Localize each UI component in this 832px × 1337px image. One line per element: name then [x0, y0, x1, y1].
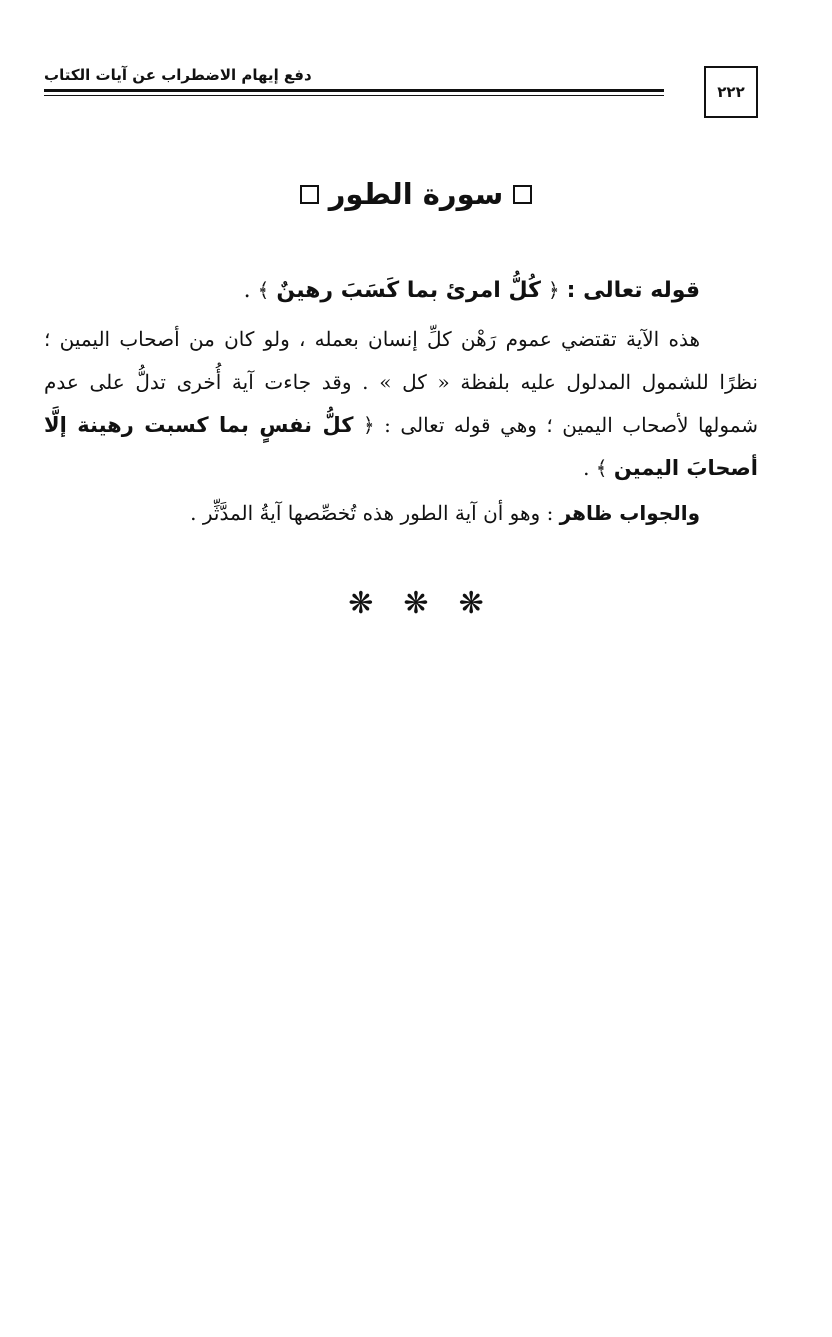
surah-title: سورة الطور: [328, 177, 504, 211]
verse-text: كُلُّ امرئ بما كَسَبَ رهينٌ: [276, 278, 541, 303]
running-header-title: دفع إيهام الاضطراب عن آيات الكتاب: [44, 66, 312, 84]
square-ornament-icon: [300, 185, 319, 204]
quran-bracket-open-icon: ﴿: [362, 413, 375, 437]
verse-heading-lead: قوله تعالى :: [566, 278, 700, 303]
section-separator: [0, 584, 832, 624]
surah-heading: [0, 172, 832, 216]
page-number: ٢٢٢: [704, 66, 758, 118]
quran-bracket-close-icon: ﴾: [257, 278, 270, 302]
quran-bracket-close-icon: ﴾: [595, 456, 608, 480]
header-rule-thin: [44, 95, 664, 96]
cited-verse: كلُّ نفسٍ بما كسبت رهينة إلَّا أصحابَ اليمين: [44, 413, 758, 480]
asterisk-ornament-icon: ❋: [458, 586, 484, 621]
asterisk-ornament-icon: ❋: [403, 586, 429, 621]
square-ornament-icon: [513, 185, 532, 204]
verse-heading-period: .: [243, 278, 251, 303]
answer-lead: والجواب ظاهر: [559, 501, 700, 525]
quran-bracket-open-icon: ﴿: [547, 278, 560, 302]
header-rule-thick: [44, 89, 664, 92]
asterisk-ornament-icon: ❋: [348, 586, 374, 621]
verse-heading: [44, 264, 758, 316]
answer-text: : وهو أن آية الطور هذه تُخصِّصها آيةُ المدَّثِّر .: [190, 501, 554, 525]
paragraph-answer: [44, 492, 758, 535]
paragraph-discussion-text: هذه الآية تقتضي عموم رَهْن كلِّ إنسان بعمله ، ولو كان من أصحاب اليمين ؛ نظرًا للشمول المدلول عليه بلفظة « كل » . وقد جاءت آية أُخرى تدلُّ على عدم شمولها لأصحاب اليمين ؛ وهي قوله تعالى :: [44, 327, 759, 437]
paragraph-discussion: [44, 318, 758, 490]
paragraph-discussion-period: .: [583, 456, 590, 480]
body-text: [44, 264, 758, 535]
